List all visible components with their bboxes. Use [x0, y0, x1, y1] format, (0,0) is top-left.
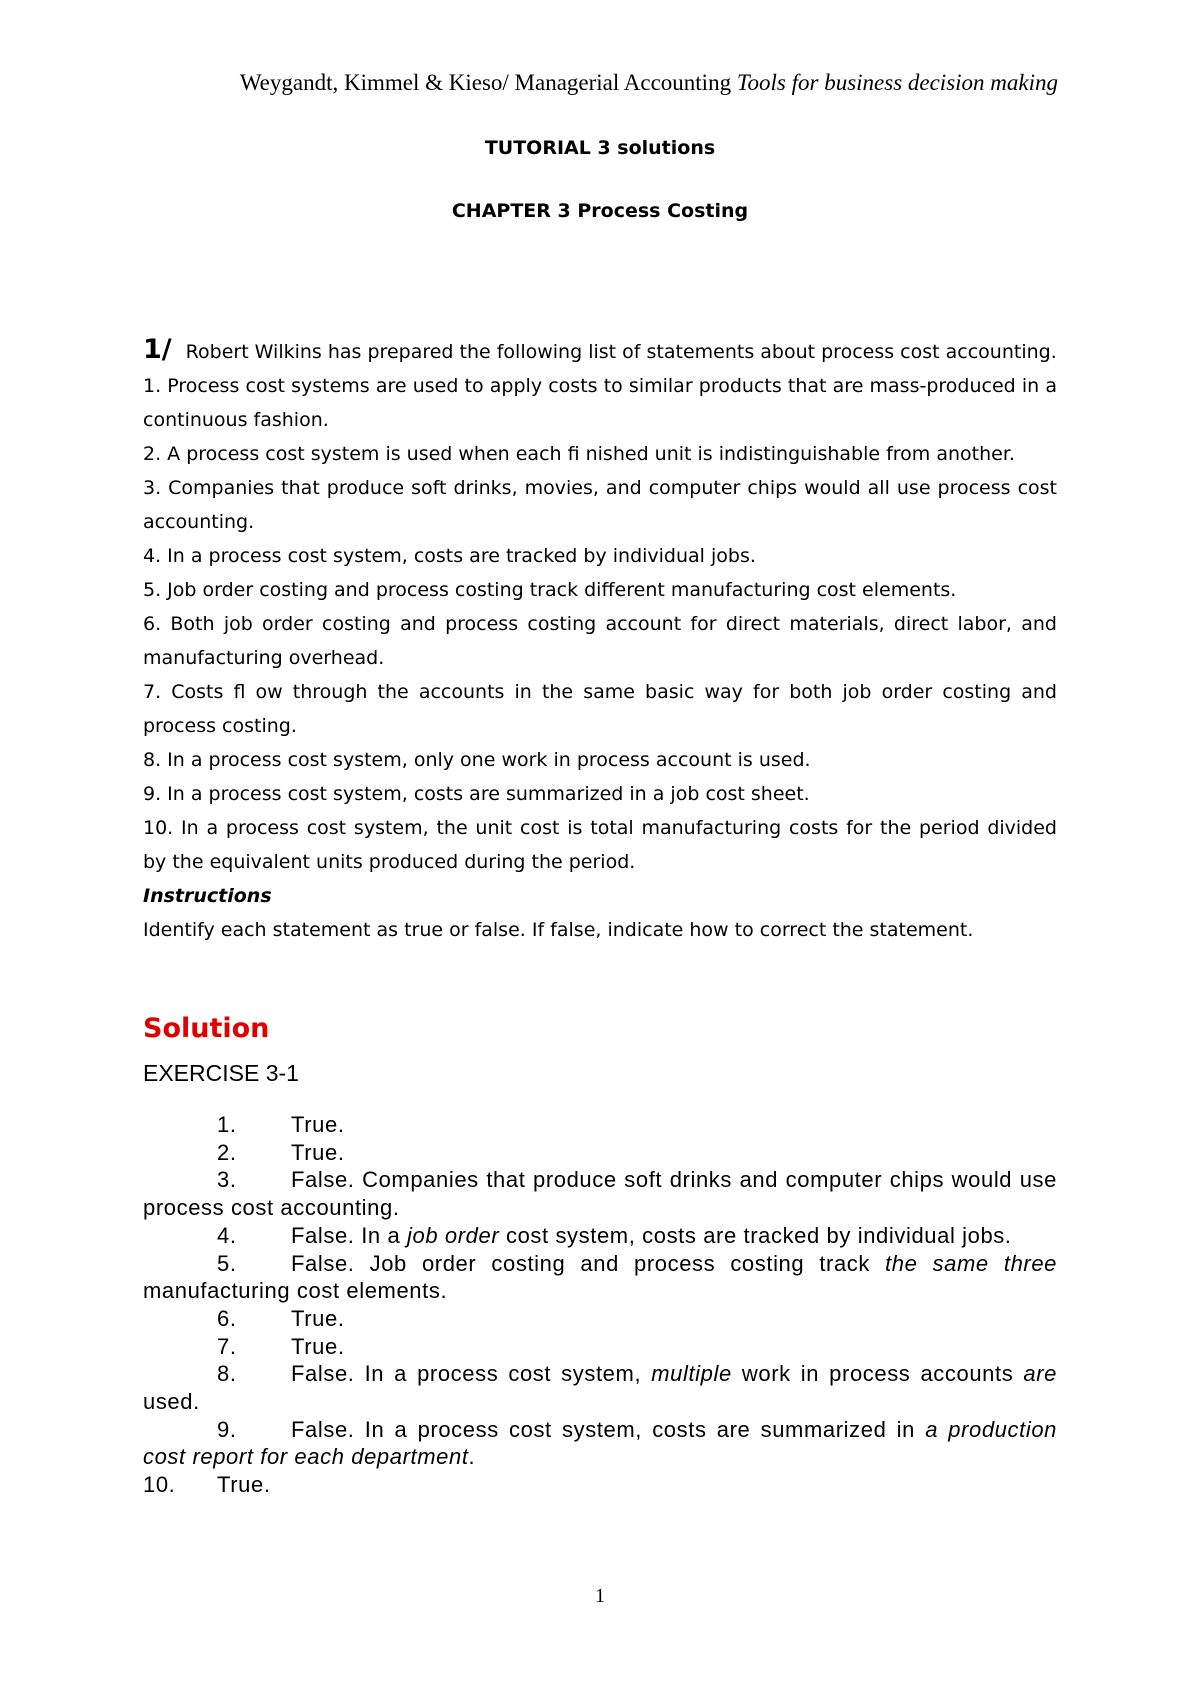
answer-list — [143, 1111, 1057, 1499]
answer-text: False. Companies that produce soft drinks and computer chips would use process cost accounting. — [143, 1167, 1057, 1221]
answer-number: 5. — [217, 1250, 237, 1276]
answer-text: True. — [217, 1472, 271, 1498]
answer-text: work in process accounts — [731, 1361, 1024, 1387]
statement: 4. In a process cost system, costs are tracked by individual jobs. — [143, 545, 756, 567]
statement: 9. In a process cost system, costs are summarized in a job cost sheet. — [143, 783, 810, 805]
answer-item — [143, 1250, 1057, 1305]
answer-text: True. — [291, 1112, 345, 1137]
header-authors: Weygandt, Kimmel & Kieso/ Managerial Accounting — [239, 70, 737, 95]
answer-number: 9. — [217, 1416, 237, 1442]
running-header — [0, 70, 1058, 96]
statement: 6. Both job order costing and process costing account for direct materials, direct labor, and manufacturing overhead. — [143, 613, 1057, 669]
answer-text: False. Job order costing and process costing track — [291, 1250, 886, 1276]
answer-text: used. — [143, 1389, 200, 1415]
answer-item — [143, 1360, 1057, 1415]
answer-emphasis: are — [1023, 1361, 1057, 1387]
answer-number: 10. — [143, 1472, 176, 1498]
answer-text: True. — [291, 1333, 345, 1359]
answer-emphasis: job order — [407, 1222, 500, 1248]
answer-item — [143, 1222, 1057, 1250]
answer-text: False. In a process cost system, costs are summarized in — [291, 1416, 926, 1442]
answer-item — [143, 1416, 1057, 1471]
answer-text: manufacturing cost elements. — [143, 1278, 448, 1304]
answer-number: 7. — [217, 1333, 237, 1359]
answer-number: 8. — [217, 1361, 237, 1387]
answer-item — [143, 1305, 1057, 1333]
solution-heading: Solution — [143, 1013, 270, 1044]
answer-text: False. In a process cost system, — [291, 1361, 652, 1387]
header-subtitle: Tools for business decision making — [736, 70, 1058, 95]
tutorial-title: TUTORIAL 3 solutions — [484, 137, 716, 159]
answer-text: cost system, costs are tracked by individual jobs. — [499, 1222, 1012, 1248]
chapter-title: CHAPTER 3 Process Costing — [451, 200, 749, 222]
statement: 10. In a process cost system, the unit cost is total manufacturing costs for the period divided by the equivalent units produced during the period. — [143, 817, 1057, 873]
question-block — [143, 333, 1057, 947]
statement: 2. A process cost system is used when each fi nished unit is indistinguishable from another. — [143, 443, 1015, 465]
answer-item — [143, 1166, 1057, 1221]
instructions-label: Instructions — [143, 885, 272, 907]
exercise-heading: EXERCISE 3-1 — [143, 1060, 299, 1086]
answer-item — [143, 1471, 1057, 1499]
statement: 7. Costs fl ow through the accounts in the same basic way for both job order costing and process costing. — [143, 681, 1057, 737]
statement: 5. Job order costing and process costing track different manufacturing cost elements. — [143, 579, 957, 601]
answer-item — [143, 1333, 1057, 1361]
answer-item — [143, 1111, 1057, 1139]
question-intro-text: Robert Wilkins has prepared the following list of statements about process cost accounting. — [185, 341, 1057, 363]
question-number: 1/ — [143, 334, 172, 365]
page-number: 1 — [595, 1585, 605, 1607]
answer-text: True. — [291, 1305, 345, 1331]
statement: 8. In a process cost system, only one work in process account is used. — [143, 749, 811, 771]
answer-number: 3. — [217, 1167, 237, 1193]
answer-emphasis: the same three — [885, 1250, 1057, 1276]
statement: 3. Companies that produce soft drinks, movies, and computer chips would all use process cost accounting. — [143, 477, 1057, 533]
answer-text: False. In a — [291, 1222, 408, 1248]
answer-item — [143, 1139, 1057, 1167]
instructions-text: Identify each statement as true or false. If false, indicate how to correct the statement. — [143, 919, 974, 941]
statement: 1. Process cost systems are used to apply costs to similar products that are mass-produced in a continuous fashion. — [143, 375, 1057, 431]
answer-text: True. — [291, 1139, 345, 1165]
answer-number: 4. — [217, 1222, 237, 1248]
answer-number: 6. — [217, 1305, 237, 1331]
question-intro — [143, 333, 1057, 369]
answer-emphasis: multiple — [651, 1361, 732, 1387]
answer-number: 1. — [217, 1112, 237, 1137]
answer-text: . — [468, 1444, 476, 1470]
answer-emphasis: a production cost report for each department — [143, 1416, 1057, 1470]
answer-number: 2. — [217, 1139, 237, 1165]
